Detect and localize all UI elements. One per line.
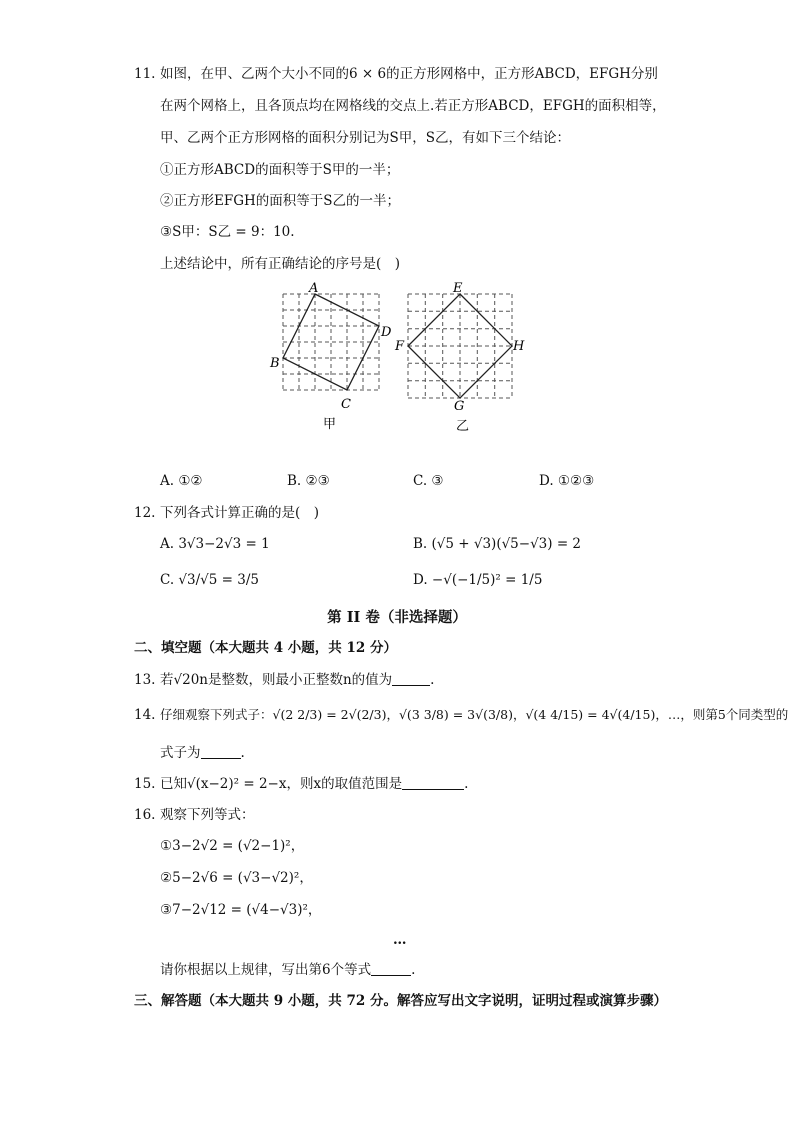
q11-line3: 甲、乙两个正方形网格的面积分别记为S甲，S乙，有如下三个结论：	[160, 130, 570, 146]
q11-option-b: B. ②③	[287, 473, 330, 489]
q11-question: 上述结论中，所有正确结论的序号是( )	[160, 256, 401, 272]
q13-stem: 若√20n是整数，则最小正整数n的值为	[160, 672, 393, 688]
q11-option-a: A. ①②	[160, 473, 203, 489]
q11-figure	[0, 282, 794, 442]
section2-heading: 二、填空题（本大题共 4 小题，共 12 分）	[134, 640, 397, 656]
q11-conclusion-2: ②正方形EFGH的面积等于S乙的一半；	[160, 193, 401, 209]
label-g: G	[454, 399, 465, 414]
q15-number: 15.	[134, 776, 156, 792]
grid-right	[408, 294, 512, 398]
q11-conclusion-1: ①正方形ABCD的面积等于S甲的一半；	[160, 162, 400, 178]
q12-option-a: A. 3√3−2√3 = 1	[160, 536, 270, 552]
q16-equation-1: ①3−2√2 = (√2−1)²，	[160, 838, 305, 854]
q14-stem2: 式子为	[160, 745, 201, 761]
q14-number: 14.	[134, 707, 156, 723]
q15-stem: 已知√(x−2)² = 2−x，则x的取值范围是	[160, 776, 403, 792]
q14-answer-blank[interactable]	[201, 744, 241, 759]
caption-jia: 甲	[323, 417, 337, 432]
q16-answer-blank[interactable]	[371, 961, 411, 976]
label-a: A	[309, 282, 319, 296]
q16-ellipsis: …	[393, 932, 407, 948]
q16-question	[160, 960, 415, 980]
q12-option-b: B. (√5 + √3)(√5−√3) = 2	[413, 536, 582, 552]
q12-option-c: C. √3/√5 = 3/5	[160, 572, 259, 588]
label-e: E	[453, 282, 463, 296]
label-d: D	[381, 325, 392, 340]
q16-ask: 请你根据以上规律，写出第6个等式	[160, 962, 372, 978]
grid-left	[283, 294, 379, 390]
q14-line2	[160, 743, 245, 763]
q13-period: .	[430, 672, 435, 688]
q12-option-d: D. −√(−1/5)² = 1/5	[413, 572, 543, 588]
part2-title: 第 II 卷（非选择题）	[327, 609, 467, 626]
q16-equation-2: ②5−2√6 = (√3−√2)²，	[160, 870, 313, 886]
q16-period: .	[411, 962, 416, 978]
section3-heading: 三、解答题（本大题共 9 小题，共 72 分。解答应写出文字说明，证明过程或演算步骤）	[134, 993, 667, 1009]
label-h: H	[513, 339, 525, 354]
q11-line2: 在两个网格上，且各顶点均在网格线的交点上.若正方形ABCD，EFGH的面积相等，	[160, 98, 666, 114]
q12-stem: 下列各式计算正确的是( )	[160, 505, 320, 521]
q16-equation-3: ③7−2√12 = (√4−√3)²，	[160, 902, 322, 918]
q11-option-c: C. ③	[413, 473, 444, 489]
q16-number: 16.	[134, 807, 156, 823]
label-f: F	[395, 339, 405, 354]
q14-period: .	[240, 745, 245, 761]
q11-option-d: D. ①②③	[539, 473, 595, 489]
q15-period: .	[464, 776, 469, 792]
q12-number: 12.	[134, 505, 156, 521]
q15-answer-blank[interactable]	[402, 775, 464, 790]
q13-text	[160, 670, 434, 690]
q11-number: 11.	[134, 66, 156, 82]
q11-conclusion-3: ③S甲：S乙 = 9：10.	[160, 224, 295, 240]
label-b: B	[270, 356, 280, 371]
q16-stem: 观察下列等式：	[160, 807, 255, 823]
q11-line1: 如图，在甲、乙两个大小不同的6 × 6的正方形网格中，正方形ABCD，EFGH分别	[160, 66, 658, 82]
q13-number: 13.	[134, 672, 156, 688]
caption-yi: 乙	[456, 419, 470, 434]
label-c: C	[341, 397, 351, 412]
q13-answer-blank[interactable]	[392, 671, 430, 686]
q15-text	[160, 774, 468, 794]
q14-text: 仔细观察下列式子：√(2 2/3) = 2√(2/3)，√(3 3/8) = 3√(3/8)，√(4 4/15) = 4√(4/15)，…，则第5个同类型的	[160, 707, 789, 722]
